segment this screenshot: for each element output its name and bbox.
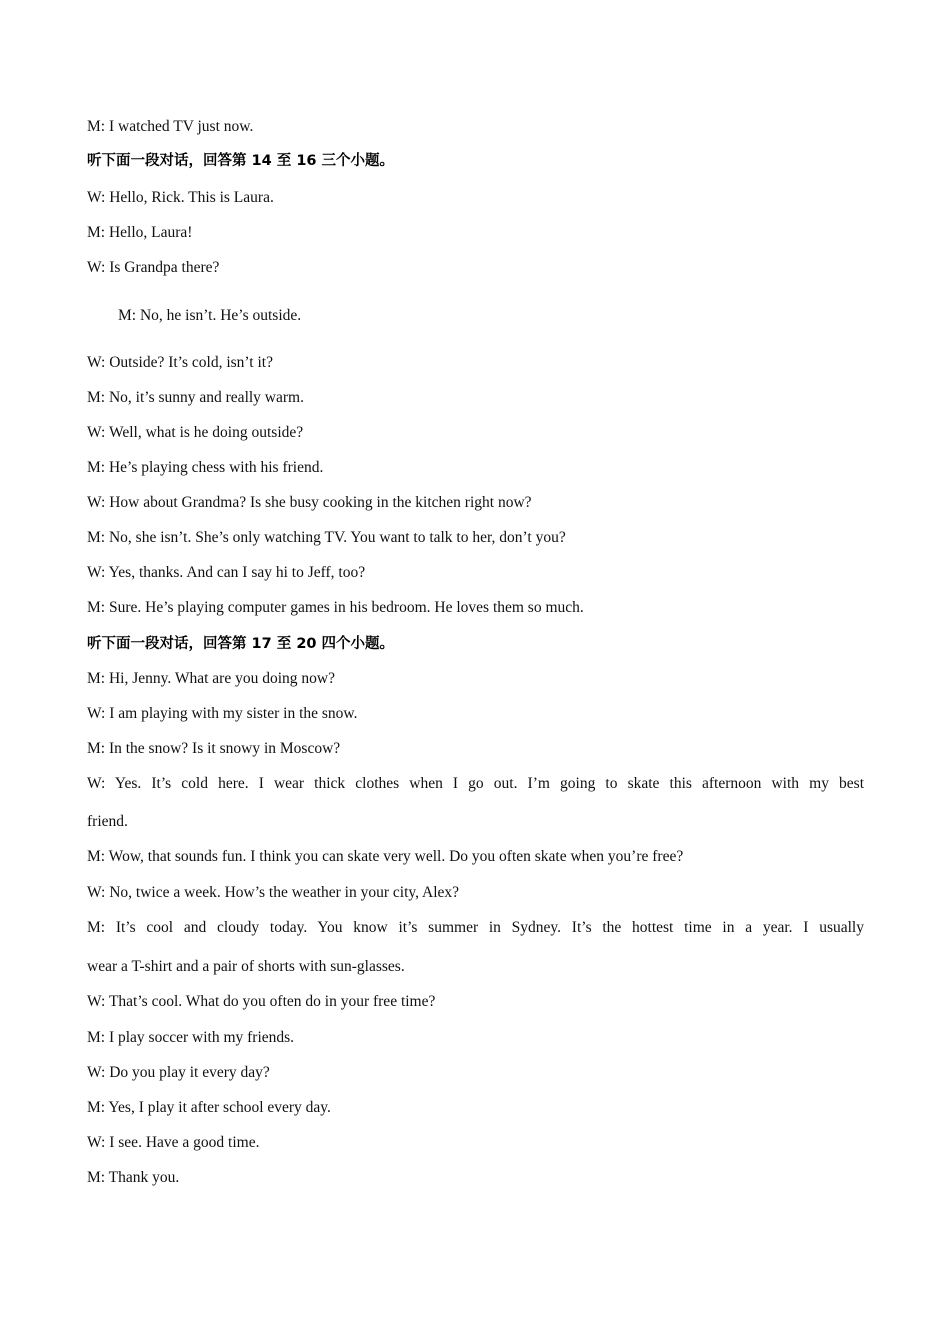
dialogue-line: M: Hello, Laura!	[87, 224, 193, 241]
dialogue-line: W: Outside? It’s cold, isn’t it?	[87, 354, 273, 371]
dialogue-line: M: No, she isn’t. She’s only watching TV. You want to talk to her, don’t you?	[87, 529, 566, 546]
section-heading: 听下面一段对话，回答第 14 至 16 三个小题。	[87, 153, 395, 169]
dialogue-line: W: Yes. It’s cold here. I wear thick clothes when I go out. I’m going to skate this afternoon with my best	[87, 775, 864, 792]
dialogue-line: M: I play soccer with my friends.	[87, 1029, 295, 1046]
dialogue-line: W: I see. Have a good time.	[87, 1134, 260, 1151]
dialogue-line-continuation: friend.	[87, 813, 128, 830]
dialogue-line: M: No, it’s sunny and really warm.	[87, 389, 304, 406]
dialogue-line: M: I watched TV just now.	[87, 118, 254, 135]
dialogue-line: W: Yes, thanks. And can I say hi to Jeff, too?	[87, 564, 366, 581]
dialogue-line: W: Hello, Rick. This is Laura.	[87, 189, 274, 206]
dialogue-line: W: How about Grandma? Is she busy cooking in the kitchen right now?	[87, 494, 532, 511]
dialogue-line: M: It’s cool and cloudy today. You know it’s summer in Sydney. It’s the hottest time in a year. I usually	[87, 919, 864, 936]
dialogue-line: M: Wow, that sounds fun. I think you can skate very well. Do you often skate when you’re free?	[87, 848, 684, 865]
dialogue-line: W: Well, what is he doing outside?	[87, 424, 304, 441]
dialogue-line: W: No, twice a week. How’s the weather in your city, Alex?	[87, 884, 460, 901]
dialogue-line: W: I am playing with my sister in the snow.	[87, 705, 358, 722]
dialogue-line: M: Thank you.	[87, 1169, 180, 1186]
dialogue-line-continuation: wear a T-shirt and a pair of shorts with sun-glasses.	[87, 958, 405, 975]
dialogue-line: W: Is Grandpa there?	[87, 259, 220, 276]
dialogue-line: M: Yes, I play it after school every day.	[87, 1099, 331, 1116]
dialogue-line: M: No, he isn’t. He’s outside.	[118, 307, 302, 324]
dialogue-line: M: Sure. He’s playing computer games in his bedroom. He loves them so much.	[87, 599, 584, 616]
dialogue-line: W: Do you play it every day?	[87, 1064, 270, 1081]
dialogue-line: M: In the snow? Is it snowy in Moscow?	[87, 740, 341, 757]
dialogue-line: M: He’s playing chess with his friend.	[87, 459, 324, 476]
dialogue-line: M: Hi, Jenny. What are you doing now?	[87, 670, 335, 687]
section-heading: 听下面一段对话，回答第 17 至 20 四个小题。	[87, 636, 395, 652]
dialogue-line: W: That’s cool. What do you often do in your free time?	[87, 993, 436, 1010]
